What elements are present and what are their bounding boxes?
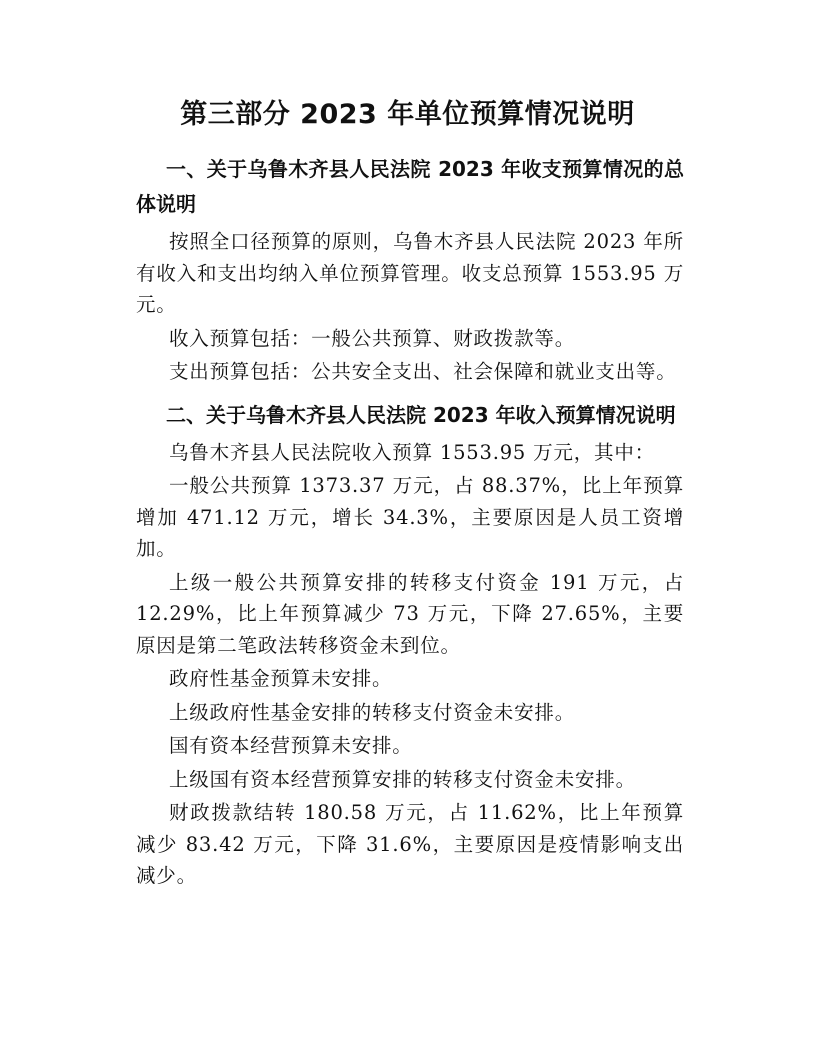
paragraph: 上级国有资本经营预算安排的转移支付资金未安排。: [169, 767, 636, 791]
section-income-budget: [136, 398, 684, 892]
paragraph: 政府性基金预算未安排。: [169, 667, 393, 690]
paragraph: 按照全口径预算的原则，乌鲁木齐县人民法院 2023 年所有收入和支出均纳入单位预算管理。收支总预算 1553.95 万元。: [136, 230, 684, 316]
paragraph: 上级政府性基金安排的转移支付资金未安排。: [169, 700, 576, 724]
section-heading: 一、关于乌鲁木齐县人民法院 2023 年收支预算情况的总体说明: [136, 157, 684, 216]
document-body: [136, 152, 684, 894]
section-overall-budget: [136, 152, 684, 388]
paragraph: 乌鲁木齐县人民法院收入预算 1553.95 万元，其中：: [169, 440, 655, 464]
paragraph: 财政拨款结转 180.58 万元，占 11.62%，比上年预算减少 83.42 万元，下降 31.6%，主要原因是疫情影响支出减少。: [136, 801, 684, 887]
section-heading: 二、关于乌鲁木齐县人民法院 2023 年收入预算情况说明: [166, 402, 676, 427]
page-title: 第三部分 2023 年单位预算情况说明: [180, 99, 635, 130]
paragraph: 支出预算包括：公共安全支出、社会保障和就业支出等。: [169, 360, 677, 383]
paragraph: 收入预算包括：一般公共预算、财政拨款等。: [169, 326, 576, 350]
paragraph: 一般公共预算 1373.37 万元，占 88.37%，比上年预算增加 471.12 万元，增长 34.3%，主要原因是人员工资增加。: [136, 474, 684, 560]
paragraph: 上级一般公共预算安排的转移支付资金 191 万元，占 12.29%，比上年预算减少 73 万元，下降 27.65%，主要原因是第二笔政法转移资金未到位。: [136, 570, 684, 657]
paragraph: 国有资本经营预算未安排。: [169, 734, 413, 757]
